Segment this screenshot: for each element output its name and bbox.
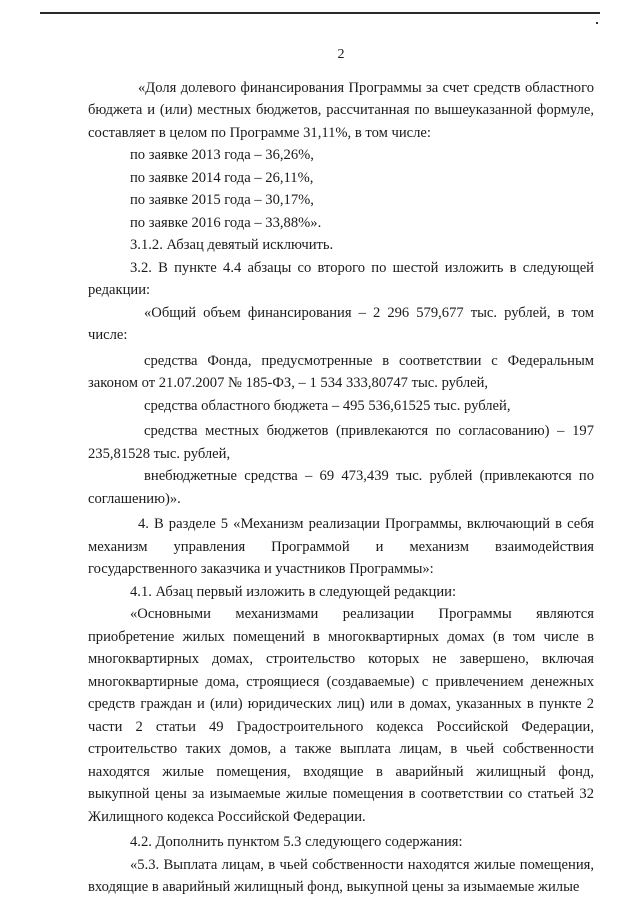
paragraph-section-4: 4. В разделе 5 «Механизм реализации Программы, включающий в себя механизм управления Программой и механизм взаимодействия государственного заказчика и участников Программы»: <box>88 516 594 577</box>
paragraph-2013: по заявке 2013 года – 36,26%, <box>130 147 314 163</box>
paragraph-3-1-2: 3.1.2. Абзац девятый исключить. <box>130 237 334 253</box>
paragraph-regional-budget: средства областного бюджета – 495 536,61525 тыс. рублей, <box>144 397 511 414</box>
paragraph-mechanisms: «Основными механизмами реализации Программы являются приобретение жилых помещений в многоквартирных домах (в том числе в многоквартирных домах, строительство которых не завершено, включая многоквартирные дома, строящиеся (создаваемые) с привлечением денежных средств граждан и (или) юридических лиц) или в домах, указанных в пункте 2 части 2 статьи 49 Градостроительного кодекса Российской Федерации, строительство таких домов, а также выплата лицам, в чьей собственности находятся жилые помещения, входящие в аварийный жилищный фонд, выкупной цены за изымаемые жилые помещения в соответствии со статьей 32 Жилищного кодекса Российской Федерации. <box>88 606 594 825</box>
paragraph-extrabudgetary: внебюджетные средства – 69 473,439 тыс. рублей (привлекаются по соглашению)». <box>88 468 594 507</box>
paragraph-local-budgets: средства местных бюджетов (привлекаются по согласованию) – 197 235,81528 тыс. рублей, <box>88 423 594 462</box>
paragraph-fund: средства Фонда, предусмотренные в соответствии с Федеральным законом от 21.07.2007 № 185-ФЗ, – 1 534 333,80747 тыс. рублей, <box>88 352 594 391</box>
paragraph-4-2: 4.2. Дополнить пунктом 5.3 следующего содержания: <box>130 834 463 850</box>
paragraph-5-3: «5.3. Выплата лицам, в чьей собственности находятся жилые помещения, входящие в аварийный жилищный фонд, выкупной цены за изымаемые жилые <box>88 856 594 895</box>
paragraph-2014: по заявке 2014 года – 26,11%, <box>130 169 314 186</box>
paragraph-share-formula: «Доля долевого финансирования Программы за счет средств областного бюджета и (или) местных бюджетов, рассчитанная по вышеуказанной формуле, составляет в целом по Программе 31,11%, в том числе: <box>88 79 594 141</box>
page-number: 2 <box>337 47 345 62</box>
scan-speck <box>596 22 598 24</box>
paragraph-3-2: 3.2. В пункте 4.4 абзацы со второго по шестой изложить в следующей редакции: <box>88 259 594 298</box>
top-rule <box>40 12 600 14</box>
paragraph-4-1: 4.1. Абзац первый изложить в следующей редакции: <box>130 583 457 600</box>
paragraph-2015: по заявке 2015 года – 30,17%, <box>130 192 314 208</box>
paragraph-total-financing: «Общий объем финансирования – 2 296 579,677 тыс. рублей, в том числе: <box>88 304 594 343</box>
document-page <box>88 44 594 899</box>
paragraph-2016: по заявке 2016 года – 33,88%». <box>130 214 322 231</box>
